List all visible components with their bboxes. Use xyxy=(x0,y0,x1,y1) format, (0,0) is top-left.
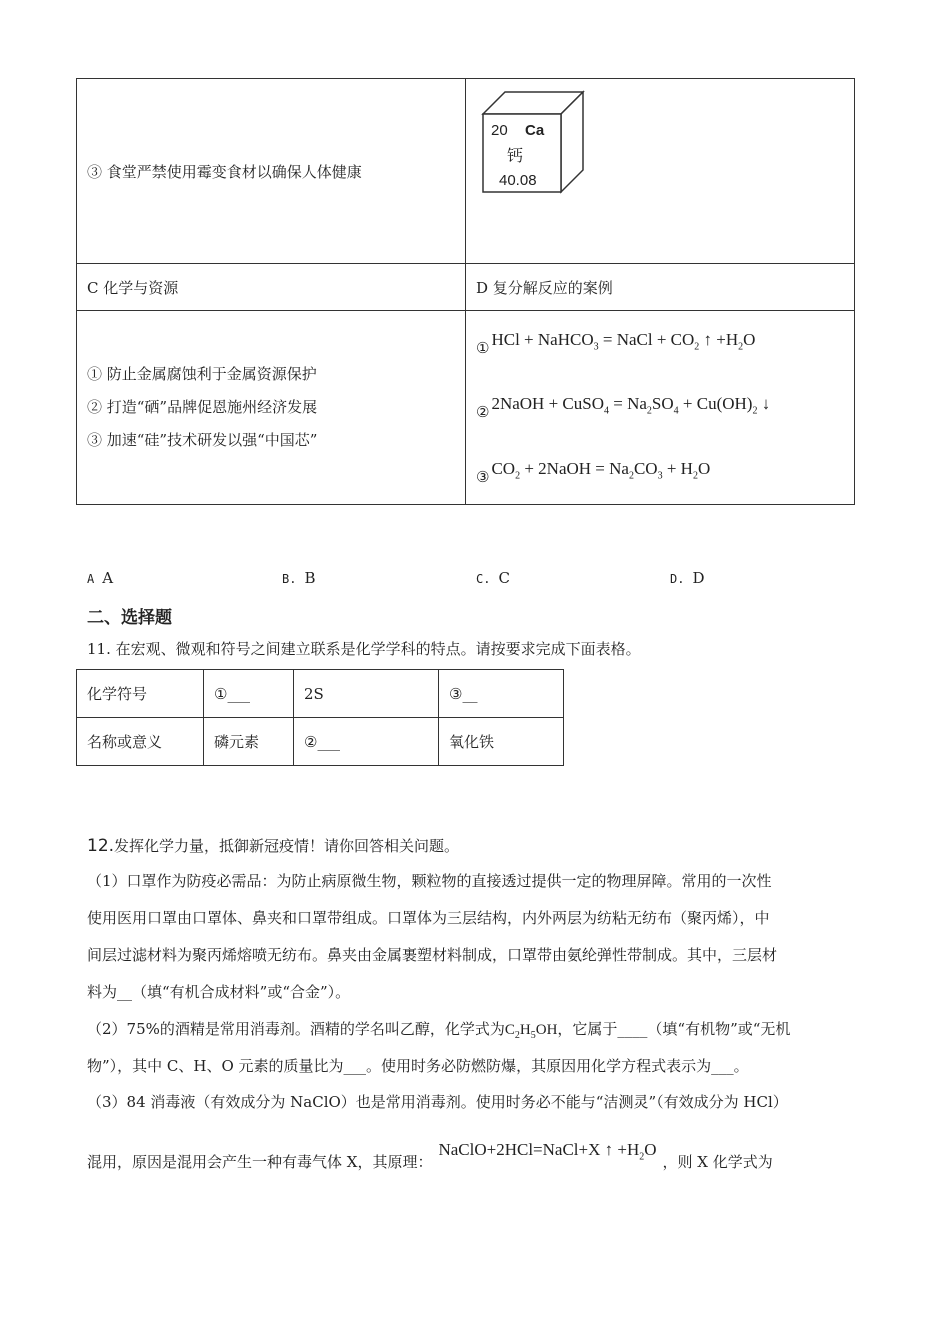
c-item-2: ② 打造“硒”品牌促恩施州经济发展 xyxy=(87,398,318,417)
blank-1[interactable]: ①___ xyxy=(204,670,294,718)
symbol-table-cell: 2S xyxy=(294,670,439,718)
cell-d-title: D 复分解反应的案例 xyxy=(466,264,855,311)
option-c[interactable]: C. C xyxy=(476,569,510,587)
symbol-table-cell: 化学符号 xyxy=(77,670,204,718)
comparison-table xyxy=(76,78,855,505)
reaction-equation: NaClO+2HCl=NaCl+X ↑ $+H_2O$ xyxy=(438,1140,657,1163)
blank-2[interactable]: ②___ xyxy=(294,718,439,766)
c-item-1: ① 防止金属腐蚀利于金属资源保护 xyxy=(87,365,317,384)
equation-2: ② 2NaOH + CuSO$_4$ = $Na_2SO_4 + Cu(OH)_2$ ↓ xyxy=(476,394,771,422)
q12-p4: 混用，原因是混用会产生一种有毒气体 X，其原理：NaClO+2HCl=NaCl+X ↑ $+H_2O$，则 X 化学式为 xyxy=(87,1140,773,1171)
equation-3: ③ $CO_2$ + 2NaOH = $Na_2CO_3 + H_2O$ xyxy=(476,458,711,486)
cell-c-title: C 化学与资源 xyxy=(77,264,466,311)
section-title: 二、选择题 xyxy=(87,608,172,628)
q12-p2-line1: （2）75%的酒精是常用消毒剂。酒精的学名叫乙醇，化学式为$C_2H_5OH$，它属于____（填“有机物”或“无机 xyxy=(87,1020,791,1041)
symbol-table-cell: 氧化铁 xyxy=(439,718,564,766)
c-item-3: ③ 加速“硅”技术研发以强“中国芯” xyxy=(87,431,318,450)
tile-name: 钙 xyxy=(507,146,524,165)
equation-1: ① HCl + NaHCO$_3$ = NaCl + $CO_2$ ↑ $+H_2O$ xyxy=(476,330,756,357)
tile-mass: 40.08 xyxy=(499,172,537,189)
blank-3[interactable]: ③__ xyxy=(439,670,564,718)
q12-p1-line3: 间层过滤材料为聚丙烯熔喷无纺布。鼻夹由金属裹塑材料制成，口罩带由氨纶弹性带制成。其中，三层材 xyxy=(87,946,778,964)
q12-p2-line2: 物”），其中 C、H、O 元素的质量比为___。使用时务必防燃防爆，其原因用化学方程式表示为___。 xyxy=(87,1057,749,1075)
symbol-table-cell: 磷元素 xyxy=(204,718,294,766)
q12-p1-line1: （1）口罩作为防疫必需品：为防止病原微生物，颗粒物的直接透过提供一定的物理屏障。常用的一次性 xyxy=(87,872,772,890)
cell-d-equations xyxy=(466,311,855,505)
q12-p1-line4: 料为__（填“有机合成材料”或“合金”）。 xyxy=(87,983,351,1001)
q12-p3: （3）84 消毒液（有效成分为 NaClO）也是常用消毒剂。使用时务必不能与“洁测灵”（有效成分为 HCl） xyxy=(87,1093,788,1111)
q12-p1-line2: 使用医用口罩由口罩体、鼻夹和口罩带组成。口罩体为三层结构，内外两层为纺粘无纺布（聚丙烯），中 xyxy=(87,909,770,927)
option-a[interactable]: A A xyxy=(87,569,114,587)
calcium-element-tile xyxy=(481,90,587,194)
tile-number: 20 xyxy=(491,122,508,139)
question-11-stem: 11. 在宏观、微观和符号之间建立联系是化学学科的特点。请按要求完成下面表格。 xyxy=(87,640,641,658)
symbol-table xyxy=(76,669,564,766)
cell-a3: ③ 食堂严禁使用霉变食材以确保人体健康 xyxy=(77,79,466,264)
question-12-title: 12.发挥化学力量，抵御新冠疫情！请你回答相关问题。 xyxy=(87,836,460,856)
symbol-table-cell: 名称或意义 xyxy=(77,718,204,766)
option-d[interactable]: D. D xyxy=(670,569,705,587)
option-b[interactable]: B. B xyxy=(282,569,316,587)
cell-c-items xyxy=(77,311,466,505)
tile-symbol: Ca xyxy=(525,122,545,139)
